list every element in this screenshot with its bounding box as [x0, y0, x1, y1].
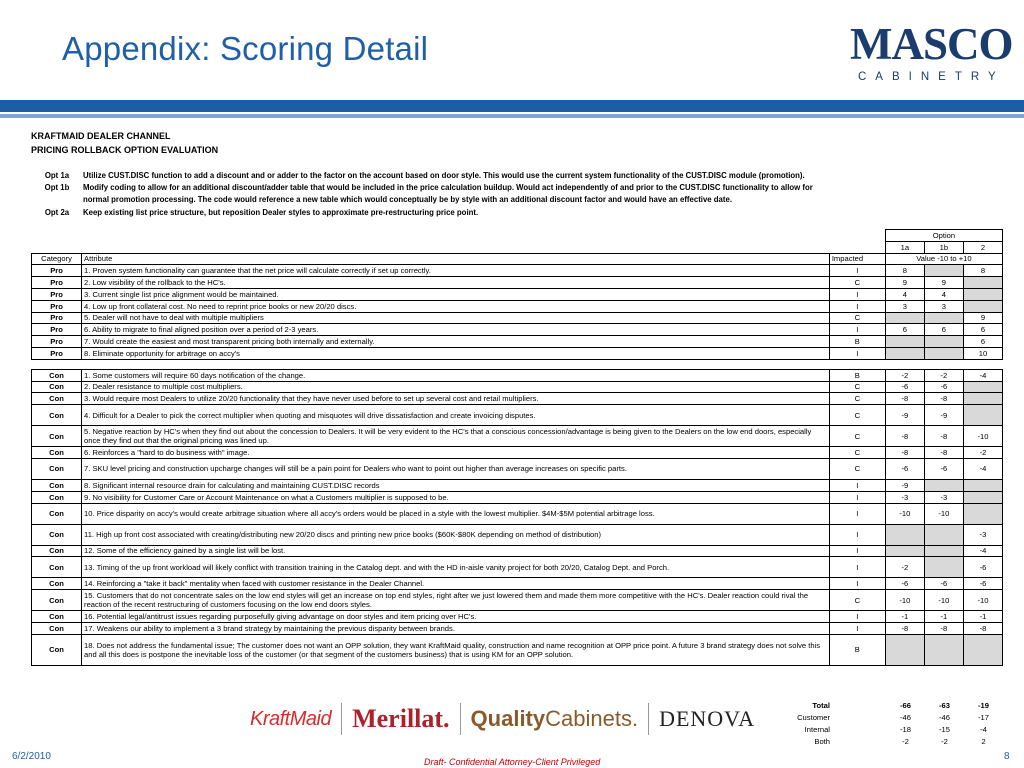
category-cell: Con — [32, 590, 82, 611]
attribute-cell: 8. Significant internal resource drain for calculating and maintaining CUST.DISC records — [82, 479, 830, 491]
con-row — [32, 447, 1003, 459]
impacted-cell: I — [829, 557, 885, 578]
summary-value: -46 — [900, 713, 911, 722]
blank-cell — [830, 712, 886, 724]
confidentiality-notice: Draft- Confidential Attorney-Client Privileged — [424, 757, 601, 767]
summary-value: -4 — [980, 725, 987, 734]
impacted-cell: C — [829, 590, 885, 611]
con-row — [32, 393, 1003, 405]
attribute-cell: 17. Weakens our ability to implement a 3 brand strategy by maintaining the previous disparity between brands. — [82, 622, 830, 634]
score-cell — [885, 634, 924, 665]
category-cell: Con — [32, 447, 82, 459]
category-cell: Con — [32, 491, 82, 503]
attribute-cell: 4. Difficult for a Dealer to pick the correct multiplier when quoting and misquotes will drive dissatisfaction and create invoicing disputes. — [82, 405, 830, 426]
summary-value: -18 — [900, 725, 911, 734]
con-row — [32, 622, 1003, 634]
category-cell: Con — [32, 381, 82, 393]
score-cell: -6 — [924, 458, 963, 479]
attribute-cell: 8. Eliminate opportunity for arbitrage on accy's — [82, 347, 830, 359]
score-cell: -9 — [885, 405, 924, 426]
score-cell: 6 — [885, 324, 924, 336]
summary-value: -46 — [939, 713, 950, 722]
score-cell: 8 — [885, 265, 924, 277]
score-cell: 6 — [924, 324, 963, 336]
score-cell: -2 — [885, 369, 924, 381]
blank-cell — [963, 359, 1002, 369]
option-code: Opt 2a — [44, 207, 70, 217]
page-title: Appendix: Scoring Detail — [62, 30, 429, 67]
category-cell: Con — [32, 479, 82, 491]
attribute-cell: 5. Dealer will not have to deal with multiple multipliers — [82, 312, 830, 324]
impacted-cell: B — [829, 634, 885, 665]
attribute-cell: 7. SKU level pricing and construction upcharge changes will still be a pain point for Dealers who want to point out higher than average increases on specific parts. — [82, 458, 830, 479]
score-cell — [963, 491, 1002, 503]
score-cell: -10 — [963, 426, 1002, 447]
score-cell — [963, 381, 1002, 393]
impacted-cell: C — [829, 426, 885, 447]
option-col-header: 1b — [924, 241, 963, 253]
header-value: Value -10 to +10 — [885, 253, 1002, 265]
pro-row — [32, 312, 1003, 324]
score-cell — [924, 545, 963, 557]
category-cell: Pro — [32, 336, 82, 348]
category-cell: Con — [32, 545, 82, 557]
score-cell: -2 — [924, 369, 963, 381]
score-cell: -8 — [924, 426, 963, 447]
attribute-cell: 6. Reinforces a "hard to do business with" image. — [82, 447, 830, 459]
score-cell — [963, 634, 1002, 665]
impacted-cell: C — [829, 312, 885, 324]
merillat-wordmark: Merillat. — [352, 704, 450, 733]
con-row — [32, 405, 1003, 426]
category-cell: Con — [32, 458, 82, 479]
impacted-cell: C — [829, 381, 885, 393]
score-cell: -2 — [963, 447, 1002, 459]
option-col-header: 2 — [963, 241, 1002, 253]
pro-row — [32, 347, 1003, 359]
score-cell: -2 — [885, 557, 924, 578]
summary-value: -17 — [978, 713, 989, 722]
summary-value: -19 — [978, 701, 989, 710]
category-cell: Pro — [32, 288, 82, 300]
score-cell — [924, 312, 963, 324]
impacted-cell: I — [829, 503, 885, 524]
pro-row — [32, 265, 1003, 277]
score-cell: -10 — [924, 503, 963, 524]
blank-cell — [829, 230, 885, 242]
con-row — [32, 381, 1003, 393]
summary-value: -2 — [902, 737, 909, 746]
pro-row — [32, 324, 1003, 336]
attribute-cell: 5. Negative reaction by HC's when they find out about the concession to Dealers. It will be very evident to the HC's that a conscious concession/advantage is being given to the Dealers on the low end doors, especially once they find out that the original pricing was lined up. — [82, 426, 830, 447]
attribute-cell: 16. Potential legal/antitrust issues regarding purposefully giving advantage on door styles and item pricing over HC's. — [82, 611, 830, 623]
category-cell: Pro — [32, 324, 82, 336]
attribute-cell: 11. High up front cost associated with creating/distributing new 20/20 discs and printing new price books ($60K-$80K depending on method of distribution) — [82, 524, 830, 545]
blank-cell — [82, 359, 830, 369]
blank-cell — [32, 241, 82, 253]
category-cell: Con — [32, 611, 82, 623]
header-impacted: Impacted — [829, 253, 885, 265]
attribute-cell: 3. Current single list price alignment would be maintained. — [82, 288, 830, 300]
option-text: Modify coding to allow for an additional discount/adder table that would be included in the price calculation buildup. Would act independently of and prior to the CUST.DISC functionality to allow for normal promotion processing. The code would reference a new table which would conceptually be by style with an additional discount factor and would have an effective date. — [83, 183, 813, 205]
con-row — [32, 369, 1003, 381]
impacted-cell: I — [829, 545, 885, 557]
score-cell: -1 — [885, 611, 924, 623]
blank-cell — [924, 359, 963, 369]
score-cell: -1 — [963, 611, 1002, 623]
heading-line-2: PRICING ROLLBACK OPTION EVALUATION — [31, 145, 219, 155]
page-number: 8 — [1004, 751, 1010, 762]
impacted-cell: I — [829, 611, 885, 623]
con-row — [32, 458, 1003, 479]
pro-row — [32, 300, 1003, 312]
option-descriptions — [31, 170, 831, 219]
impacted-cell: C — [829, 277, 885, 289]
header-rule-thin — [0, 114, 1024, 118]
score-cell — [963, 277, 1002, 289]
impacted-cell: C — [829, 405, 885, 426]
score-cell — [885, 336, 924, 348]
blank-cell — [32, 230, 82, 242]
con-row — [32, 426, 1003, 447]
category-cell: Con — [32, 578, 82, 590]
impacted-cell: B — [829, 336, 885, 348]
option-header: Option — [885, 230, 1002, 242]
category-cell: Pro — [32, 312, 82, 324]
score-cell: -6 — [885, 578, 924, 590]
blank-cell — [32, 359, 82, 369]
score-cell: -3 — [885, 491, 924, 503]
option-code: Opt 1b — [44, 183, 70, 193]
summary-label: Total — [812, 701, 830, 710]
category-cell: Pro — [32, 265, 82, 277]
score-cell: -8 — [885, 447, 924, 459]
attribute-cell: 7. Would create the easiest and most transparent pricing both internally and externally. — [82, 336, 830, 348]
attribute-cell: 6. Ability to migrate to final aligned position over a period of 2-3 years. — [82, 324, 830, 336]
denova-wordmark: DENOVA — [659, 706, 756, 731]
score-cell: -4 — [963, 369, 1002, 381]
score-cell: -10 — [885, 590, 924, 611]
attribute-cell: 15. Customers that do not concentrate sales on the low end styles will get an increase on top end styles, right after we just lowered them and made them more competitive with the HC's. Dealer reaction could rival the reaction of the recent restructuring of customers focusing on the low end doors styles. — [82, 590, 830, 611]
score-cell: -6 — [885, 381, 924, 393]
score-cell: 9 — [963, 312, 1002, 324]
summary-row — [760, 712, 1003, 724]
score-cell: 4 — [885, 288, 924, 300]
blank-cell — [82, 241, 830, 253]
attribute-cell: 10. Price disparity on accy's would create arbitrage situation where all accy's orders would be placed in a style with the lowest multiplier. $4M-$5M potential arbitrage loss. — [82, 503, 830, 524]
quality-cabinets-logo — [461, 703, 650, 735]
option-header-row — [32, 230, 1003, 242]
category-cell: Con — [32, 557, 82, 578]
score-cell — [963, 393, 1002, 405]
con-row — [32, 545, 1003, 557]
option-col-header: 1a — [885, 241, 924, 253]
attribute-cell: 1. Some customers will require 60 days notification of the change. — [82, 369, 830, 381]
summary-row — [760, 700, 1003, 712]
con-row — [32, 557, 1003, 578]
option-code: Opt 1a — [44, 171, 70, 180]
category-cell: Con — [32, 393, 82, 405]
brand-logos — [240, 703, 765, 735]
score-cell — [924, 634, 963, 665]
score-cell: -4 — [963, 545, 1002, 557]
blank-cell — [829, 241, 885, 253]
score-cell: -10 — [885, 503, 924, 524]
summary-table — [760, 700, 1003, 748]
summary-row — [760, 736, 1003, 748]
column-header-row — [32, 253, 1003, 265]
con-row — [32, 634, 1003, 665]
summary-value: -15 — [939, 725, 950, 734]
blank-cell — [830, 700, 886, 712]
summary-label: Both — [814, 737, 830, 746]
score-cell — [885, 312, 924, 324]
score-cell: 6 — [963, 324, 1002, 336]
blank-cell — [82, 230, 830, 242]
score-cell: -3 — [924, 491, 963, 503]
con-row — [32, 590, 1003, 611]
summary-value: -2 — [941, 737, 948, 746]
impacted-cell: I — [829, 578, 885, 590]
impacted-cell: C — [829, 393, 885, 405]
impacted-cell: I — [829, 347, 885, 359]
score-cell: 3 — [924, 300, 963, 312]
option-1a — [31, 170, 831, 182]
denova-logo — [649, 703, 765, 735]
header-rule — [0, 100, 1024, 112]
summary-value: 2 — [981, 737, 986, 746]
header-category: Category — [32, 253, 82, 265]
score-cell: -8 — [885, 622, 924, 634]
masco-logo — [850, 19, 1013, 83]
score-cell — [885, 545, 924, 557]
category-cell: Pro — [32, 347, 82, 359]
score-cell: -6 — [963, 578, 1002, 590]
score-cell: -8 — [885, 426, 924, 447]
option-text: Utilize CUST.DISC function to add a discount and or adder to the factor on the account based on door style. This would use the current system functionality of the CUST.DISC module (promotion). — [83, 171, 805, 180]
blank-cell — [830, 736, 886, 748]
score-cell — [885, 347, 924, 359]
summary-value: -63 — [939, 701, 950, 710]
impacted-cell: B — [829, 369, 885, 381]
score-cell — [963, 503, 1002, 524]
blank-cell — [830, 724, 886, 736]
logo-word: MASCO — [850, 19, 1013, 69]
score-cell: 3 — [885, 300, 924, 312]
impacted-cell: I — [829, 288, 885, 300]
impacted-cell: I — [829, 300, 885, 312]
score-cell: -6 — [924, 578, 963, 590]
cabinets-word: Cabinets. — [545, 706, 639, 731]
pro-row — [32, 288, 1003, 300]
category-cell: Con — [32, 524, 82, 545]
logo-subtitle: CABINETRY — [858, 71, 1005, 83]
category-cell: Pro — [32, 277, 82, 289]
score-cell — [963, 405, 1002, 426]
category-cell: Pro — [32, 300, 82, 312]
summary-label: Customer — [797, 713, 830, 722]
score-cell: -10 — [924, 590, 963, 611]
score-cell — [924, 336, 963, 348]
con-row — [32, 491, 1003, 503]
score-cell: -10 — [963, 590, 1002, 611]
score-cell: -6 — [885, 458, 924, 479]
category-cell: Con — [32, 622, 82, 634]
attribute-cell: 1. Proven system functionality can guarantee that the net price will calculate correctly if set up correctly. — [82, 265, 830, 277]
attribute-cell: 3. Would require most Dealers to utilize 20/20 functionality that they have never used before to set up several cost and retail multipliers. — [82, 393, 830, 405]
score-cell — [924, 347, 963, 359]
kraftmaid-wordmark: KraftMaid — [250, 707, 332, 730]
scoring-table — [31, 229, 1003, 666]
category-cell: Con — [32, 503, 82, 524]
pro-row — [32, 277, 1003, 289]
score-cell: -8 — [924, 622, 963, 634]
option-1b — [31, 182, 831, 206]
impacted-cell: I — [829, 265, 885, 277]
quality-cabinets-wordmark — [471, 706, 639, 732]
category-cell: Con — [32, 369, 82, 381]
summary-label: Internal — [804, 725, 830, 734]
summary-value: -66 — [900, 701, 911, 710]
con-row — [32, 578, 1003, 590]
attribute-cell: 9. No visibility for Customer Care or Account Maintenance on what a Customers multiplier is supposed to be. — [82, 491, 830, 503]
score-cell: -6 — [924, 381, 963, 393]
score-cell — [963, 288, 1002, 300]
score-cell: -8 — [963, 622, 1002, 634]
con-row — [32, 611, 1003, 623]
category-cell: Con — [32, 405, 82, 426]
score-cell: -4 — [963, 458, 1002, 479]
summary-row — [760, 724, 1003, 736]
quality-word: Quality — [470, 706, 546, 731]
kraftmaid-logo — [240, 703, 342, 735]
section-heading — [31, 129, 218, 157]
heading-line-1: KRAFTMAID DEALER CHANNEL — [31, 131, 171, 141]
score-cell: -9 — [885, 479, 924, 491]
con-row — [32, 479, 1003, 491]
score-cell: -8 — [885, 393, 924, 405]
attribute-cell: 4. Low up front collateral cost. No need to reprint price books or new 20/20 discs. — [82, 300, 830, 312]
option-2a — [31, 207, 831, 219]
score-cell: -8 — [924, 447, 963, 459]
blank-cell — [829, 359, 885, 369]
score-cell: -3 — [963, 524, 1002, 545]
score-cell — [924, 524, 963, 545]
con-row — [32, 503, 1003, 524]
attribute-cell: 13. Timing of the up front workload will likely conflict with transition training in the Catalog dept. and with the HD in-aisle vanity project for both 20/20, Catalog Dept. and Porch. — [82, 557, 830, 578]
score-cell — [924, 479, 963, 491]
score-cell: -1 — [924, 611, 963, 623]
score-cell — [924, 265, 963, 277]
attribute-cell: 2. Dealer resistance to multiple cost multipliers. — [82, 381, 830, 393]
con-row — [32, 524, 1003, 545]
category-cell: Con — [32, 426, 82, 447]
option-text: Keep existing list price structure, but reposition Dealer styles to approximate pre-restructuring price point. — [83, 207, 479, 217]
merillat-logo — [342, 703, 460, 735]
score-cell — [924, 557, 963, 578]
impacted-cell: I — [829, 491, 885, 503]
impacted-cell: C — [829, 447, 885, 459]
pro-row — [32, 336, 1003, 348]
score-cell: 8 — [963, 265, 1002, 277]
impacted-cell: I — [829, 622, 885, 634]
score-cell: 9 — [885, 277, 924, 289]
score-cell: -8 — [924, 393, 963, 405]
category-cell: Con — [32, 634, 82, 665]
score-cell: -9 — [924, 405, 963, 426]
attribute-cell: 12. Some of the efficiency gained by a single list will be lost. — [82, 545, 830, 557]
header-attribute: Attribute — [82, 253, 830, 265]
score-cell: 10 — [963, 347, 1002, 359]
spacer-row — [32, 359, 1003, 369]
blank-cell — [885, 359, 924, 369]
score-cell: 9 — [924, 277, 963, 289]
impacted-cell: I — [829, 324, 885, 336]
score-cell: -6 — [963, 557, 1002, 578]
attribute-cell: 14. Reinforcing a "take it back" mentality when faced with customer resistance in the Dealer Channel. — [82, 578, 830, 590]
impacted-cell: C — [829, 458, 885, 479]
attribute-cell: 2. Low visibility of the rollback to the HC's. — [82, 277, 830, 289]
option-codes-row — [32, 241, 1003, 253]
attribute-cell: 18. Does not address the fundamental issue; The customer does not want an OPP solution, they want KraftMaid quality, construction and name recognition at OPP price point. A future 3 brand strategy does not solve this and all this does is postpone the inevitable loss of the customer (or that segment of the customers business) that is using KM for an OPP solution. — [82, 634, 830, 665]
score-cell — [885, 524, 924, 545]
score-cell — [963, 300, 1002, 312]
score-cell — [963, 479, 1002, 491]
score-cell: 6 — [963, 336, 1002, 348]
impacted-cell: I — [829, 524, 885, 545]
score-cell: 4 — [924, 288, 963, 300]
footer-date: 6/2/2010 — [12, 751, 51, 762]
impacted-cell: I — [829, 479, 885, 491]
